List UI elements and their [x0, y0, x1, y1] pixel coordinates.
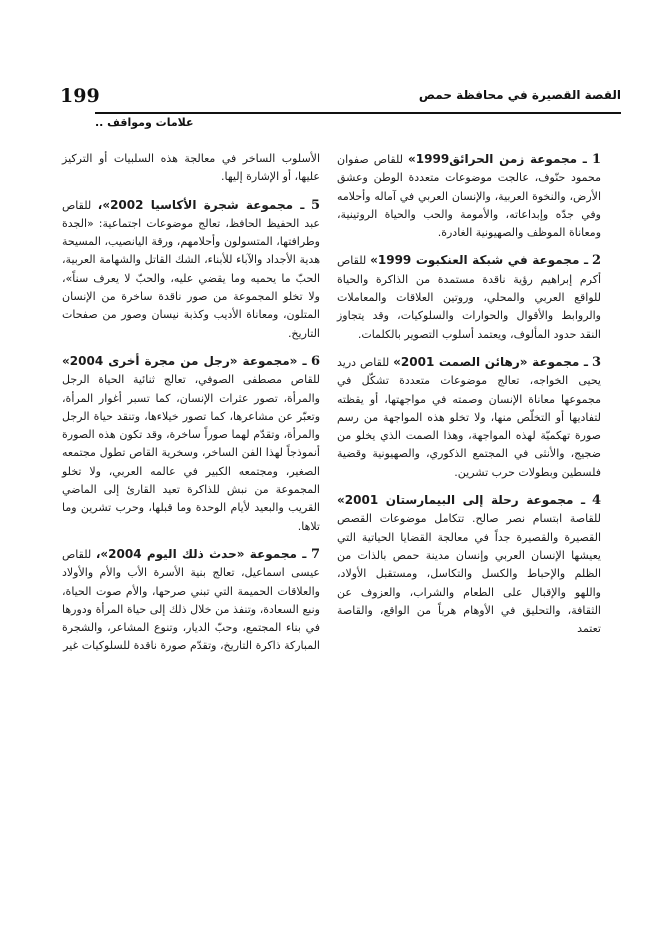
entry-1 [337, 150, 601, 242]
column-left [62, 150, 320, 665]
entry-title: ـ مجموعة رحلة إلى البيمارستان 2001» [337, 493, 586, 508]
entry-title: ـ مجموعة «رهائن الصمت 2001» [393, 354, 589, 369]
entry-text: للقاص دريد يحيى الخواجه، تعالج موضوعات متعددة تشكّل في مجموعها معاناة الإنسان وصمته في مواجهتها، أو يقظته لتفاديها أو التخلّص منها، ولا تخلو هذه المواجهة من رسم صورة تهكميّة لهذه المواجهة، وهذا الصمت الذي يخلو من ضجيج، والأنثى في المجتمع الذكوري، والصهيونية وقضية فلسطين وبطولات حرب تشرين. [337, 355, 601, 479]
entry-text: للقاصة ابتسام نصر صالح. تتكامل موضوعات القصص القصيرة والقصيرة جداً في معالجة القضايا الحياتية التي يعيشها الإنسان العربي وإنسان مدينة حمص بالذات من الظلم والإحباط والكسل والتكاسل، ومستقبل الأولاد، واللهو والإقبال على الطعام والشراب، والعزوف عن الثقافة، والتحليق في الأوهام هرباً من الواقع، والقاصة تعتمد [337, 512, 601, 636]
entry-number: 6 [310, 353, 320, 369]
entry-text: للقاص عيسى اسماعيل، تعالج بنية الأسرة الأب والأم والأولاد والعلاقات الحميمة التي تبني صرحها، والأم صوت الحياة، ونبع السعادة، وتنفذ من خلال ذلك إلى حياة المرأة ودورها في بناء المجتمع، وحبّ الديار، وتنوع المشاعر، والشجرة المباركة ذاكرة التاريخ، وتقدّم صورة ناقدة للسلوكيات غير [62, 547, 320, 653]
entry-title: ـ مجموعة «حدث ذلك اليوم 2004»، [95, 546, 307, 561]
entry-title: ـ مجموعة شجرة الأكاسيا 2002»، [97, 197, 305, 212]
entry-5 [62, 196, 320, 343]
entry-text: للقاص أكرم إبراهيم رؤية ناقدة مستمدة من الذاكرة والحياة للواقع العربي والمحلي، وروتين العلاقات والمعاملات والروابط والأقوال والحوارات والسلوكيات، وقد يتجاوز النقد حدود المألوف، ويعتمد أسلوب التصوير بالكلمات. [337, 254, 601, 341]
entry-title: ـ «مجموعة «رجل من مجرة أخرى 2004» [62, 353, 307, 368]
section-label: علامات ومواقف .. [95, 116, 194, 129]
entry-text: للقاص مصطفى الصوفي، تعالج ثنائية الحياة الرجل والمرأة، تصور عثرات الإنسان، كما تسبر أغوار المرأة، وتعبّر عن مشاعرها، كما تصور خيلاءها، وتنقد حياة الرجل والمرأة، وتقدّم لهما صوراً ساخرة، وقد تكون هذه الصورة أنموذجاً لهذا الفن الساخر، وسخرية القاص تطول مجتمعه الصغير، ومجتمعه الكبير في عالمه العربي، ولا تخلو المجموعة من نبش للذاكرة تعيد القارئ إلى الماضي القريب والبعيد لأيام الوحدة وما قبلها، وحرب تشرين وما تلاها. [62, 373, 320, 533]
entry-title: ـ مجموعة زمن الحرائق1999» [408, 152, 587, 166]
entry-text: للقاص صفوان محمود حنّوف، عالجت موضوعات متعددة الوطن وعشق الأرض، والنخوة العربية، والإنسان العربي في آماله وأحلامه وفي جدّه وإبداعاته، والأمومة والحب والحياة الروتينية، ومعاناة الموظف والصهيونية الغادرة. [337, 153, 601, 240]
entry-number: 2 [591, 253, 601, 269]
entry-4 [337, 491, 601, 638]
entry-6 [62, 352, 320, 536]
continuation-text: الأسلوب الساخر في معالجة هذه السلبيات أو التركيز عليها، أو الإشارة إليها. [62, 152, 320, 184]
column-right [337, 150, 601, 647]
entry-text: للقاص عبد الحفيظ الحافظ، تعالج موضوعات اجتماعية: «الجدة وطرافتها، المتسولون وأحلامهم، ورقة اليانصيب، المسيحة هدية الأجداد والآباء للأبناء، الشك القاتل والشهامة العربية، الحبّ ما يحميه وما يقضي عليه، والحبّ لا يعرف سناً»، ولا تخلو المجموعة من صور ناقدة ساخرة من الإنسان المتلون، ومعاناة الأديب وكذبة نيسان وصور من صفحات التاريخ. [62, 198, 320, 340]
running-title: القصة القصيرة في محافظة حمص [418, 88, 621, 102]
entry-number: 7 [310, 546, 320, 562]
page-number: 199 [60, 85, 100, 107]
page-header [58, 85, 621, 115]
entry-number: 5 [310, 197, 320, 213]
entry-2 [337, 251, 601, 343]
entry-title: ـ مجموعة في شبكة العنكبوت 1999» [370, 253, 589, 268]
entry-7 [62, 545, 320, 656]
entry-3 [337, 353, 601, 482]
header-rule [95, 112, 621, 114]
entry-number: 1 [591, 152, 601, 167]
entry-number: 4 [591, 493, 601, 509]
entry-number: 3 [591, 354, 602, 370]
